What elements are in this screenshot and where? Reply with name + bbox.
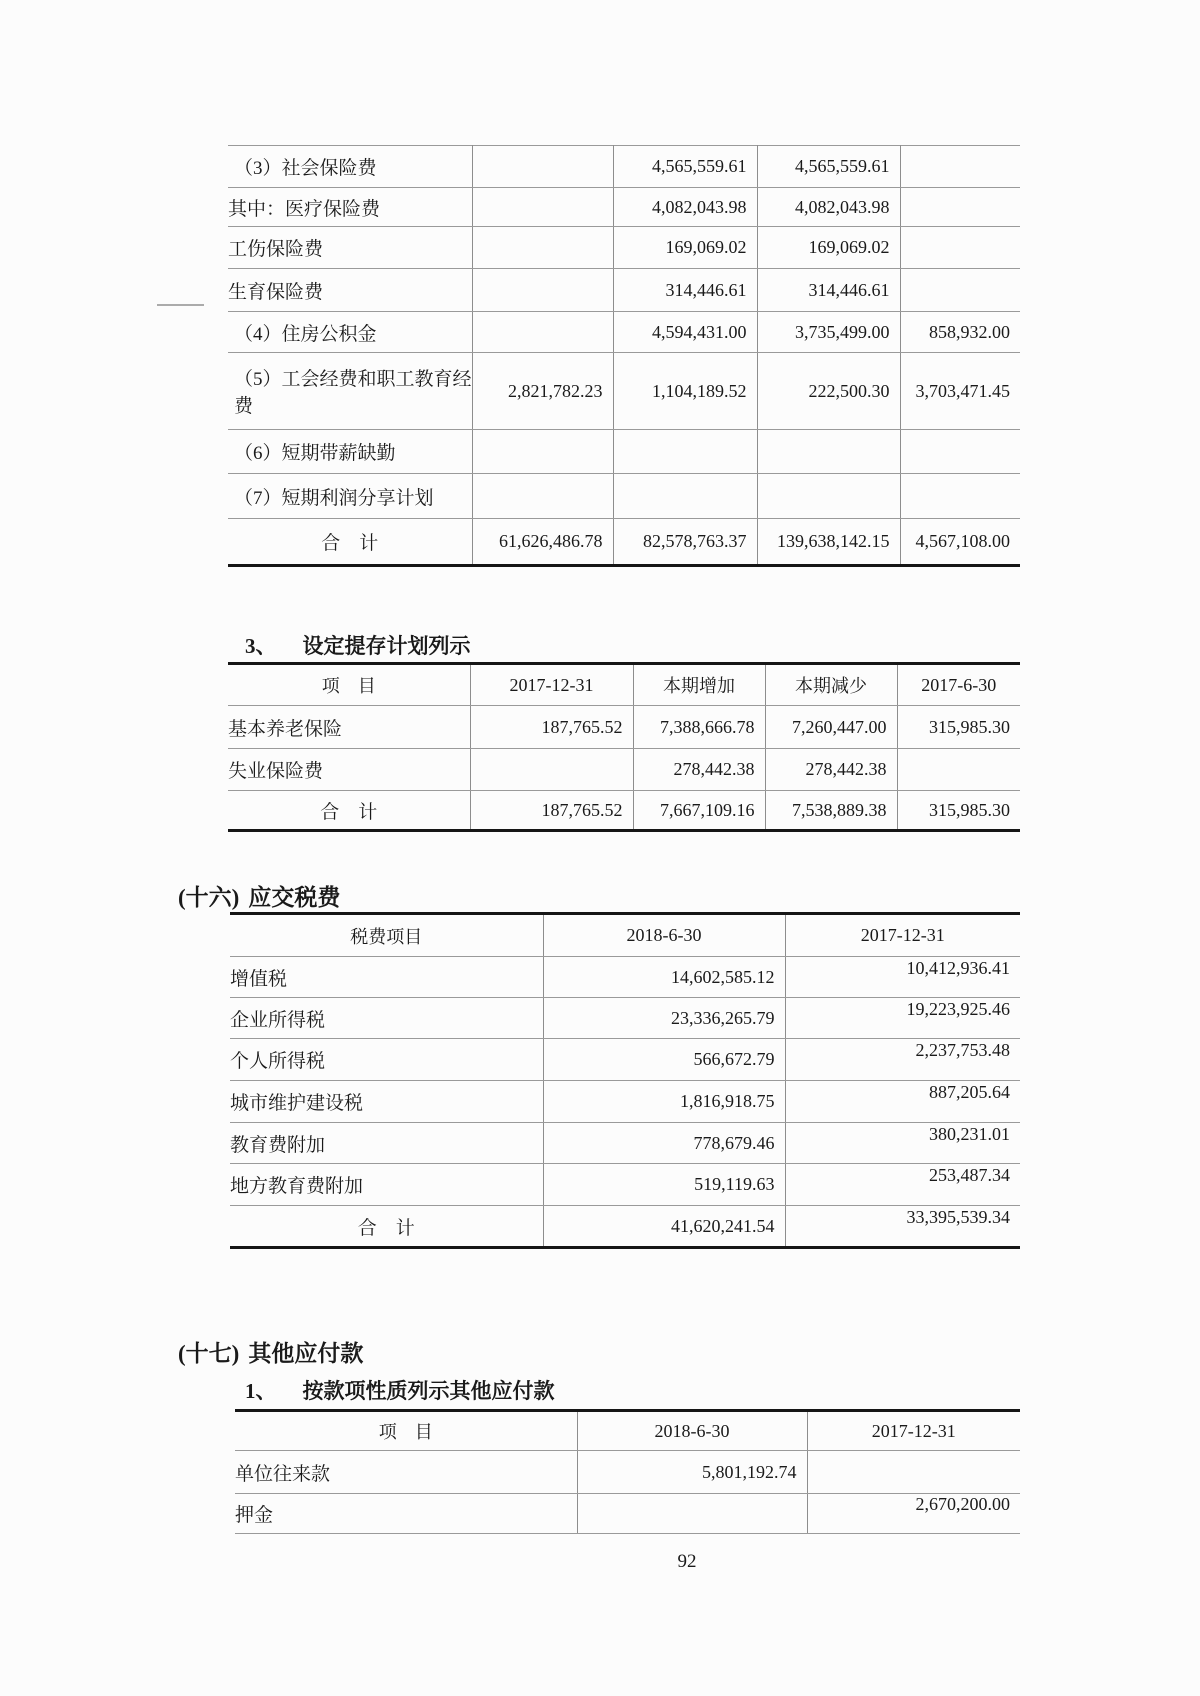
table-cell	[900, 146, 1020, 188]
cell-value: 187,765.52	[541, 799, 623, 820]
table-cell	[900, 188, 1020, 227]
table-cell	[900, 519, 1020, 566]
other-payables-subheading	[245, 1378, 555, 1404]
cell-value: 7,260,447.00	[792, 716, 887, 737]
table-row	[228, 519, 1020, 566]
table-cell	[472, 188, 613, 227]
row-label: （5）工会经费和职工教育经费	[228, 353, 472, 430]
cell-value: 314,446.61	[808, 279, 890, 300]
table-row	[228, 353, 1020, 430]
row-label: 单位往来款	[235, 1451, 577, 1494]
table-cell	[472, 519, 613, 566]
defined-contribution-table	[228, 662, 1020, 832]
table-row	[230, 998, 1020, 1039]
row-label: 地方教育费附加	[230, 1164, 543, 1206]
page-number: 92	[677, 1551, 697, 1572]
table-cell	[757, 353, 900, 430]
column-header: 2018-6-30	[543, 914, 785, 957]
row-label: 企业所得税	[230, 998, 543, 1039]
row-label: （7）短期利润分享计划	[228, 474, 472, 519]
table-row	[230, 1206, 1020, 1248]
header-row	[235, 1411, 1020, 1451]
column-header: 项 目	[235, 1411, 577, 1451]
table-cell	[765, 791, 897, 831]
column-header: 项 目	[228, 664, 470, 706]
table-cell	[900, 353, 1020, 430]
table-row	[228, 312, 1020, 353]
table-cell	[470, 749, 633, 791]
table-cell	[897, 749, 1020, 791]
subheading-text: 按款项性质列示其他应付款	[302, 1379, 555, 1403]
column-header: 2017-6-30	[897, 664, 1020, 706]
row-label: 其中：医疗保险费	[228, 188, 472, 227]
column-header: 本期减少	[765, 664, 897, 706]
cell-value: 7,538,889.38	[792, 799, 887, 820]
table-cell	[472, 227, 613, 269]
cell-value: 4,082,043.98	[795, 196, 890, 217]
table-cell	[472, 312, 613, 353]
table-cell	[757, 312, 900, 353]
table-row	[230, 1081, 1020, 1123]
row-label: （3）社会保险费	[228, 146, 472, 188]
taxes_payable-grid	[230, 912, 1020, 1249]
table-cell	[613, 353, 757, 430]
table-cell	[613, 188, 757, 227]
cell-value: 41,620,241.54	[671, 1215, 775, 1236]
cell-value: 187,765.52	[541, 716, 623, 737]
table-cell	[472, 353, 613, 430]
table-row	[230, 957, 1020, 998]
table-cell	[900, 227, 1020, 269]
cell-value: 2,237,753.48	[915, 1040, 1010, 1060]
row-label: 教育费附加	[230, 1123, 543, 1164]
cell-value: 380,231.01	[929, 1123, 1010, 1144]
table-cell	[757, 269, 900, 312]
cell-value: 887,205.64	[929, 1082, 1010, 1102]
table-cell	[613, 474, 757, 519]
cell-value: 2,670,200.00	[915, 1494, 1010, 1514]
heading-text: 设定提存计划列示	[302, 634, 471, 658]
table-cell	[785, 1206, 1020, 1248]
table-cell	[900, 474, 1020, 519]
section-text: 应交税费	[248, 885, 341, 910]
table-cell	[613, 227, 757, 269]
cell-value: 1,816,918.75	[680, 1091, 775, 1111]
table-cell	[785, 1164, 1020, 1206]
table-row	[228, 227, 1020, 269]
table-cell	[613, 430, 757, 474]
section-number: (十七)	[178, 1341, 240, 1366]
table-cell	[472, 269, 613, 312]
cell-value: 61,626,486.78	[499, 531, 603, 551]
table-cell	[897, 706, 1020, 749]
table-cell	[577, 1451, 807, 1494]
employee-benefits-table	[228, 145, 1020, 567]
row-label: 失业保险费	[228, 749, 470, 791]
header-row	[228, 664, 1020, 706]
row-label: 增值税	[230, 957, 543, 998]
cell-value: 222,500.30	[808, 380, 890, 401]
table-cell	[543, 1206, 785, 1248]
taxes-payable-table	[230, 912, 1020, 1249]
table-cell	[577, 1494, 807, 1534]
cell-value: 33,395,539.34	[906, 1206, 1010, 1227]
table-cell	[757, 519, 900, 566]
cell-value: 3,703,471.45	[915, 380, 1010, 401]
other_payables-grid	[235, 1409, 1020, 1534]
table-cell	[757, 430, 900, 474]
table-cell	[543, 1039, 785, 1081]
row-label: 合 计	[228, 519, 472, 566]
table-cell	[613, 146, 757, 188]
table-cell	[765, 749, 897, 791]
cell-value: 519,119.63	[694, 1174, 775, 1194]
cell-value: 4,565,559.61	[795, 156, 890, 176]
cell-value: 315,985.30	[929, 799, 1010, 820]
table-cell	[900, 269, 1020, 312]
table-row	[228, 749, 1020, 791]
row-label: 城市维护建设税	[230, 1081, 543, 1123]
section-number: (十六)	[178, 885, 240, 910]
table-cell	[543, 998, 785, 1039]
column-header: 2017-12-31	[470, 664, 633, 706]
table-row	[228, 269, 1020, 312]
other-payables-heading	[178, 1340, 363, 1368]
row-label: 合 计	[228, 791, 470, 831]
row-label: （4）住房公积金	[228, 312, 472, 353]
table-row	[228, 791, 1020, 831]
row-label: （6）短期带薪缺勤	[228, 430, 472, 474]
table-cell	[543, 1123, 785, 1164]
table-row	[228, 430, 1020, 474]
table-cell	[613, 312, 757, 353]
cell-value: 4,594,431.00	[652, 321, 747, 342]
table-cell	[470, 706, 633, 749]
row-label: 个人所得税	[230, 1039, 543, 1081]
table-cell	[900, 430, 1020, 474]
cell-value: 278,442.38	[673, 759, 755, 779]
margin-mark	[157, 304, 204, 306]
cell-value: 566,672.79	[693, 1049, 775, 1069]
cell-value: 14,602,585.12	[671, 966, 775, 987]
cell-value: 4,567,108.00	[915, 531, 1010, 551]
cell-value: 314,446.61	[665, 279, 747, 300]
table-cell	[470, 791, 633, 831]
table-row	[230, 1039, 1020, 1081]
row-label: 合 计	[230, 1206, 543, 1248]
column-header: 2017-12-31	[807, 1411, 1020, 1451]
table-cell	[900, 312, 1020, 353]
section-text: 其他应付款	[248, 1341, 364, 1366]
table-cell	[785, 1123, 1020, 1164]
cell-value: 4,565,559.61	[652, 156, 747, 176]
cell-value: 778,679.46	[693, 1132, 775, 1153]
taxes-payable-heading	[178, 884, 340, 912]
table-cell	[613, 519, 757, 566]
cell-value: 2,821,782.23	[508, 380, 603, 401]
cell-value: 10,412,936.41	[906, 957, 1010, 978]
table-cell	[543, 1081, 785, 1123]
cell-value: 3,735,499.00	[795, 321, 890, 342]
cell-value: 5,801,192.74	[702, 1461, 797, 1482]
table-cell	[785, 998, 1020, 1039]
heading-number: 3、	[245, 634, 277, 658]
cell-value: 4,082,043.98	[652, 196, 747, 217]
column-header: 2018-6-30	[577, 1411, 807, 1451]
column-header: 税费项目	[230, 914, 543, 957]
table-cell	[472, 474, 613, 519]
table-cell	[897, 791, 1020, 831]
column-header: 本期增加	[633, 664, 765, 706]
table-cell	[807, 1494, 1020, 1534]
table-cell	[757, 227, 900, 269]
defined-contribution-heading	[245, 633, 471, 659]
cell-value: 858,932.00	[929, 321, 1010, 342]
cell-value: 82,578,763.37	[643, 531, 747, 551]
subheading-number: 1、	[245, 1379, 277, 1403]
table-row	[228, 706, 1020, 749]
table-cell	[757, 146, 900, 188]
row-label: 押金	[235, 1494, 577, 1534]
table-cell	[785, 957, 1020, 998]
table-cell	[757, 188, 900, 227]
table-row	[230, 1164, 1020, 1206]
row-label: 生育保险费	[228, 269, 472, 312]
table-cell	[807, 1451, 1020, 1494]
table-cell	[757, 474, 900, 519]
table-row	[228, 474, 1020, 519]
table-row	[235, 1494, 1020, 1534]
defined_contribution-grid	[228, 662, 1020, 832]
cell-value: 23,336,265.79	[671, 1007, 775, 1028]
table-cell	[765, 706, 897, 749]
table-cell	[472, 146, 613, 188]
table-cell	[633, 706, 765, 749]
table-cell	[633, 749, 765, 791]
row-label: 工伤保险费	[228, 227, 472, 269]
table-cell	[543, 957, 785, 998]
cell-value: 1,104,189.52	[652, 380, 747, 401]
other-payables-table	[235, 1409, 1020, 1534]
table-row	[228, 146, 1020, 188]
cell-value: 7,667,109.16	[660, 799, 755, 820]
header-row	[230, 914, 1020, 957]
cell-value: 139,638,142.15	[777, 531, 890, 551]
table-row	[235, 1451, 1020, 1494]
column-header: 2017-12-31	[785, 914, 1020, 957]
table-row	[230, 1123, 1020, 1164]
table-cell	[785, 1081, 1020, 1123]
cell-value: 253,487.34	[929, 1165, 1010, 1185]
cell-value: 7,388,666.78	[660, 716, 755, 737]
employee_benefits-grid	[228, 145, 1020, 567]
table-cell	[543, 1164, 785, 1206]
row-label: 基本养老保险	[228, 706, 470, 749]
table-cell	[613, 269, 757, 312]
cell-value: 19,223,925.46	[906, 998, 1010, 1019]
cell-value: 278,442.38	[805, 759, 887, 779]
table-cell	[472, 430, 613, 474]
table-cell	[633, 791, 765, 831]
cell-value: 315,985.30	[929, 716, 1010, 737]
table-row	[228, 188, 1020, 227]
cell-value: 169,069.02	[808, 237, 890, 257]
cell-value: 169,069.02	[665, 237, 747, 257]
table-cell	[785, 1039, 1020, 1081]
